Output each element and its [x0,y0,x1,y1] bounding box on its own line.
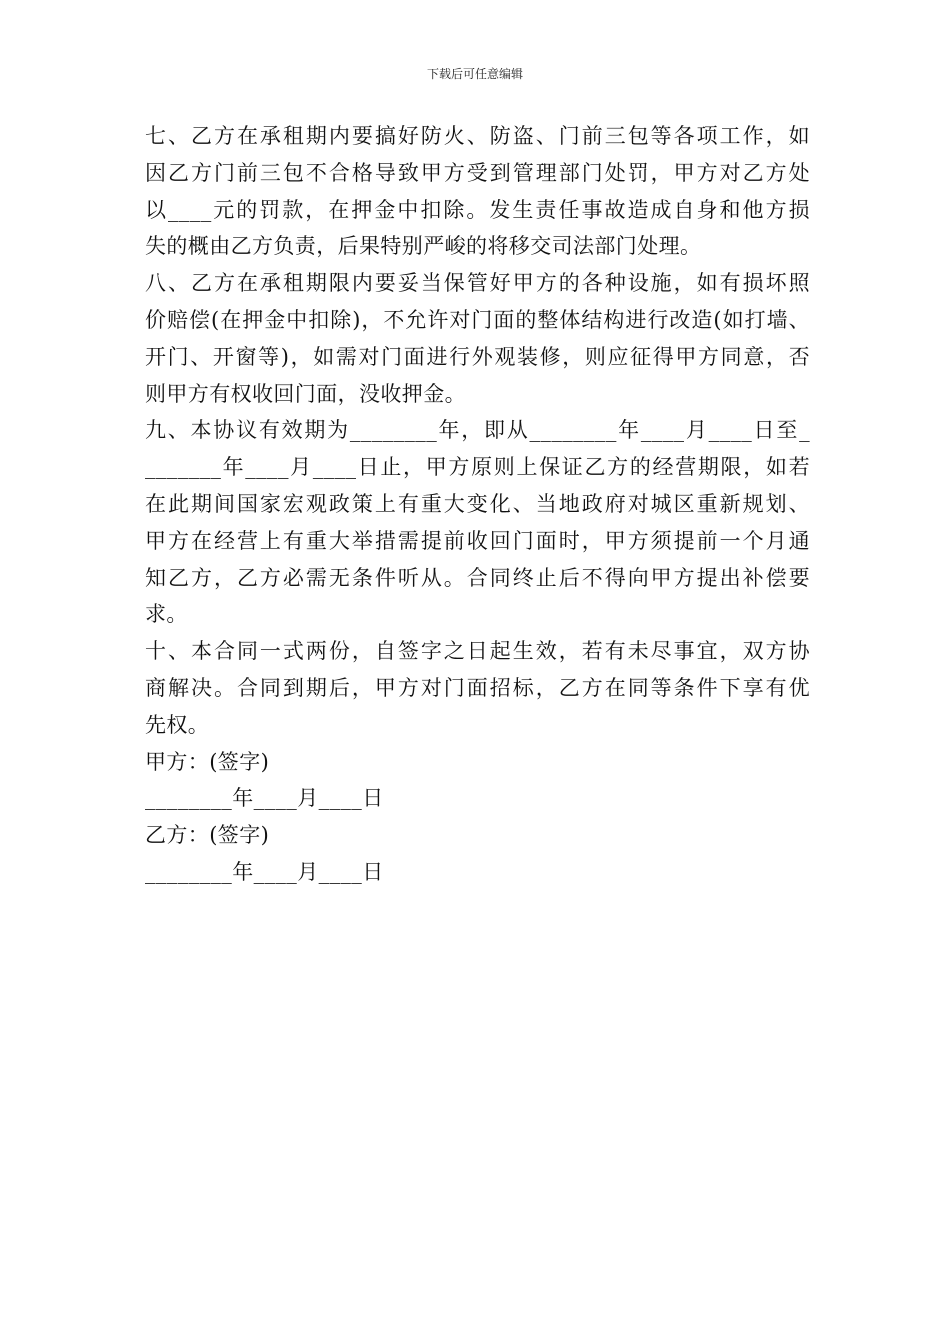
clause-9-line-2: _______年____月____日止，甲方原则上保证乙方的经营期限，如若 [145,455,810,480]
clause-8-line-3: 开门、开窗等)，如需对门面进行外观装修，则应征得甲方同意，否 [145,344,810,369]
clause-9-line-5: 知乙方，乙方必需无条件听从。合同终止后不得向甲方提出补偿要 [145,565,810,590]
clause-7-line-2: 因乙方门前三包不合格导致甲方受到管理部门处罚，甲方对乙方处 [145,160,810,185]
clause-10-line-3: 先权。 [145,712,210,737]
page-header: 下载后可任意编辑 [426,67,523,81]
clause-7-line-4: 失的概由乙方负责，后果特别严峻的将移交司法部门处理。 [145,234,702,259]
clause-9-line-6: 求。 [145,602,188,627]
clause-8-line-2: 价赔偿(在押金中扣除)，不允许对门面的整体结构进行改造(如打墙、 [145,307,810,332]
document-body [145,118,810,891]
party-b-date-line: ________年____月____日 [145,859,384,884]
clause-7-line-1: 七、乙方在承租期内要搞好防火、防盗、门前三包等各项工作，如 [145,124,810,148]
party-a-signature-label: 甲方：(签字) [145,749,270,774]
party-b-signature-label: 乙方：(签字) [145,823,270,848]
clause-8-line-1: 八、乙方在承租期限内要妥当保管好甲方的各种设施，如有损坏照 [145,271,810,296]
clause-9-line-3: 在此期间国家宏观政策上有重大变化、当地政府对城区重新规划、 [145,491,810,516]
party-a-date-line: ________年____月____日 [145,786,384,811]
clause-9-line-1: 九、本协议有效期为________年，即从________年____月____日至_ [145,418,810,443]
clause-9-line-4: 甲方在经营上有重大举措需提前收回门面时，甲方须提前一个月通 [145,528,810,553]
clause-10-line-1: 十、本合同一式两份，自签字之日起生效，若有未尽事宜，双方协 [145,639,810,664]
clause-8-line-4: 则甲方有权收回门面，没收押金。 [145,381,466,406]
clause-7-line-3: 以____元的罚款，在押金中扣除。发生责任事故造成自身和他方损 [145,197,810,222]
clause-10-line-2: 商解决。合同到期后，甲方对门面招标，乙方在同等条件下享有优 [145,675,810,700]
